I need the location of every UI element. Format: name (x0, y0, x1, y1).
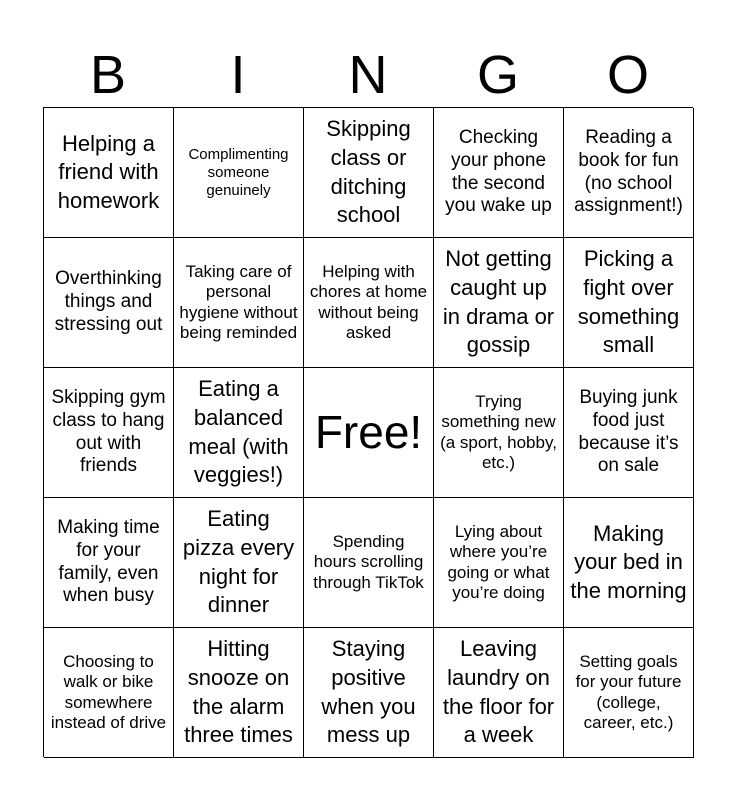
bingo-cell-r2c2[interactable]: Taking care of personal hygiene without being reminded (174, 238, 304, 368)
bingo-cell-r4c2[interactable]: Eating pizza every night for dinner (174, 498, 304, 628)
bingo-cell-r5c2[interactable]: Hitting snooze on the alarm three times (174, 628, 304, 758)
free-space-cell[interactable]: Free! (304, 368, 434, 498)
bingo-cell-r4c3[interactable]: Spending hours scrolling through TikTok (304, 498, 434, 628)
bingo-cell-r4c5[interactable]: Making your bed in the morning (564, 498, 694, 628)
bingo-cell-r5c3[interactable]: Staying positive when you mess up (304, 628, 434, 758)
bingo-cell-r2c3[interactable]: Helping with chores at home without being asked (304, 238, 434, 368)
bingo-cell-r2c1[interactable]: Overthinking things and stressing out (44, 238, 174, 368)
bingo-board (43, 107, 693, 757)
bingo-cell-r5c1[interactable]: Choosing to walk or bike somewhere instead of drive (44, 628, 174, 758)
bingo-cell-r4c1[interactable]: Making time for your family, even when busy (44, 498, 174, 628)
bingo-header (43, 42, 693, 108)
bingo-cell-r2c5[interactable]: Picking a fight over something small (564, 238, 694, 368)
bingo-cell-r1c1[interactable]: Helping a friend with homework (44, 108, 174, 238)
bingo-cell-r1c2[interactable]: Complimenting someone genuinely (174, 108, 304, 238)
bingo-cell-r1c3[interactable]: Skipping class or ditching school (304, 108, 434, 238)
bingo-cell-r1c5[interactable]: Reading a book for fun (no school assignment!) (564, 108, 694, 238)
header-letter-b: B (89, 45, 127, 105)
header-letter-o: O (606, 45, 649, 105)
bingo-cell-r3c5[interactable]: Buying junk food just because it’s on sale (564, 368, 694, 498)
header-letter-g: G (476, 45, 519, 105)
bingo-cell-r5c4[interactable]: Leaving laundry on the floor for a week (434, 628, 564, 758)
bingo-cell-r2c4[interactable]: Not getting caught up in drama or gossip (434, 238, 564, 368)
bingo-cell-r3c4[interactable]: Trying something new (a sport, hobby, etc.) (434, 368, 564, 498)
header-letter-i: I (230, 45, 246, 105)
bingo-cell-r3c2[interactable]: Eating a balanced meal (with veggies!) (174, 368, 304, 498)
bingo-cell-r5c5[interactable]: Setting goals for your future (college, career, etc.) (564, 628, 694, 758)
bingo-cell-r4c4[interactable]: Lying about where you’re going or what you’re doing (434, 498, 564, 628)
bingo-cell-r3c1[interactable]: Skipping gym class to hang out with friends (44, 368, 174, 498)
bingo-cell-r1c4[interactable]: Checking your phone the second you wake up (434, 108, 564, 238)
header-letter-n: N (348, 45, 388, 105)
